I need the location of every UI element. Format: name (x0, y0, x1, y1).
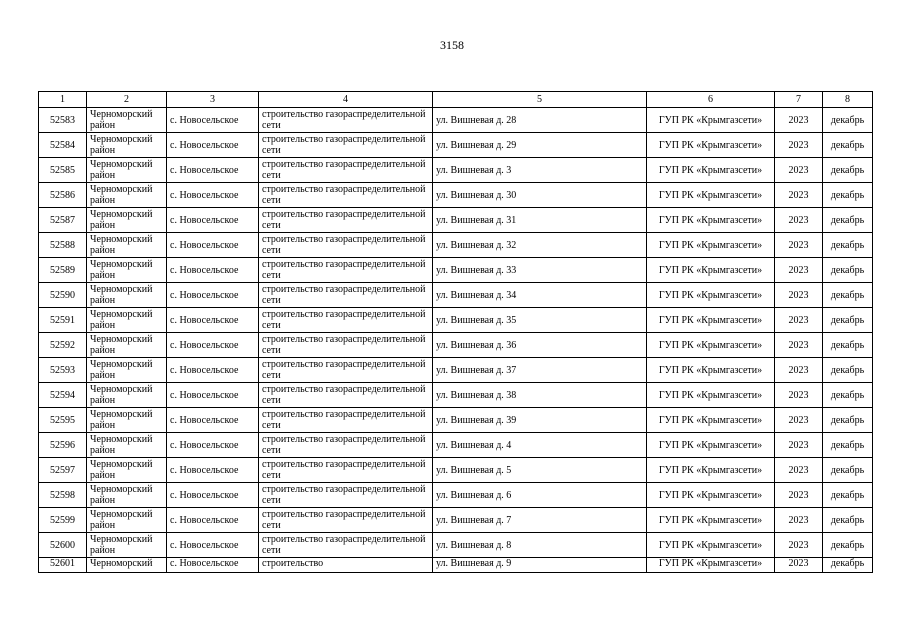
table-row (39, 508, 873, 533)
row-number-cell: 52586 (39, 183, 87, 208)
year-cell: 2023 (775, 508, 823, 533)
year-cell: 2023 (775, 458, 823, 483)
month-cell: декабрь (823, 183, 873, 208)
address-cell: ул. Вишневая д. 8 (433, 533, 647, 558)
organization-cell: ГУП РК «Крымгазсети» (647, 533, 775, 558)
settlement-cell: с. Новосельское (167, 258, 259, 283)
settlement-cell: с. Новосельское (167, 333, 259, 358)
year-cell: 2023 (775, 308, 823, 333)
district-cell: Черноморский район (87, 283, 167, 308)
month-cell: декабрь (823, 358, 873, 383)
month-cell: декабрь (823, 483, 873, 508)
settlement-cell: с. Новосельское (167, 133, 259, 158)
table-row (39, 308, 873, 333)
work-type-cell: строительство газораспределительной сети (259, 208, 433, 233)
month-cell: декабрь (823, 133, 873, 158)
organization-cell: ГУП РК «Крымгазсети» (647, 358, 775, 383)
table-row (39, 158, 873, 183)
year-cell: 2023 (775, 383, 823, 408)
district-cell: Черноморский район (87, 133, 167, 158)
month-cell: декабрь (823, 508, 873, 533)
district-cell: Черноморский район (87, 183, 167, 208)
district-cell: Черноморский район (87, 208, 167, 233)
organization-cell: ГУП РК «Крымгазсети» (647, 508, 775, 533)
month-cell: декабрь (823, 533, 873, 558)
district-cell: Черноморский район (87, 458, 167, 483)
table-row (39, 408, 873, 433)
year-cell: 2023 (775, 533, 823, 558)
district-cell: Черноморский район (87, 533, 167, 558)
settlement-cell: с. Новосельское (167, 233, 259, 258)
settlement-cell: с. Новосельское (167, 283, 259, 308)
month-cell: декабрь (823, 433, 873, 458)
address-cell: ул. Вишневая д. 30 (433, 183, 647, 208)
organization-cell: ГУП РК «Крымгазсети» (647, 333, 775, 358)
row-number-cell: 52589 (39, 258, 87, 283)
organization-cell: ГУП РК «Крымгазсети» (647, 433, 775, 458)
row-number-cell: 52593 (39, 358, 87, 383)
month-cell: декабрь (823, 558, 873, 573)
organization-cell: ГУП РК «Крымгазсети» (647, 483, 775, 508)
row-number-cell: 52588 (39, 233, 87, 258)
work-type-cell: строительство газораспределительной сети (259, 108, 433, 133)
work-type-cell: строительство газораспределительной сети (259, 308, 433, 333)
year-cell: 2023 (775, 283, 823, 308)
work-type-cell: строительство газораспределительной сети (259, 508, 433, 533)
work-type-cell: строительство (259, 558, 433, 573)
settlement-cell: с. Новосельское (167, 433, 259, 458)
row-number-cell: 52598 (39, 483, 87, 508)
organization-cell: ГУП РК «Крымгазсети» (647, 308, 775, 333)
table-row (39, 433, 873, 458)
month-cell: декабрь (823, 408, 873, 433)
address-cell: ул. Вишневая д. 7 (433, 508, 647, 533)
work-type-cell: строительство газораспределительной сети (259, 233, 433, 258)
district-cell: Черноморский район (87, 383, 167, 408)
year-cell: 2023 (775, 433, 823, 458)
month-cell: декабрь (823, 233, 873, 258)
month-cell: декабрь (823, 308, 873, 333)
address-cell: ул. Вишневая д. 35 (433, 308, 647, 333)
month-cell: декабрь (823, 283, 873, 308)
address-cell: ул. Вишневая д. 37 (433, 358, 647, 383)
row-number-cell: 52585 (39, 158, 87, 183)
address-cell: ул. Вишневая д. 6 (433, 483, 647, 508)
address-cell: ул. Вишневая д. 29 (433, 133, 647, 158)
column-header: 2 (87, 92, 167, 108)
district-cell: Черноморский район (87, 508, 167, 533)
work-type-cell: строительство газораспределительной сети (259, 408, 433, 433)
table-row (39, 358, 873, 383)
column-header: 4 (259, 92, 433, 108)
table-row (39, 233, 873, 258)
year-cell: 2023 (775, 483, 823, 508)
address-cell: ул. Вишневая д. 31 (433, 208, 647, 233)
row-number-cell: 52595 (39, 408, 87, 433)
page-number: 3158 (440, 38, 464, 52)
settlement-cell: с. Новосельское (167, 483, 259, 508)
district-cell: Черноморский (87, 558, 167, 573)
column-header: 7 (775, 92, 823, 108)
settlement-cell: с. Новосельское (167, 508, 259, 533)
year-cell: 2023 (775, 108, 823, 133)
address-cell: ул. Вишневая д. 33 (433, 258, 647, 283)
work-type-cell: строительство газораспределительной сети (259, 133, 433, 158)
year-cell: 2023 (775, 408, 823, 433)
year-cell: 2023 (775, 558, 823, 573)
column-header: 5 (433, 92, 647, 108)
column-header: 1 (39, 92, 87, 108)
organization-cell: ГУП РК «Крымгазсети» (647, 183, 775, 208)
address-cell: ул. Вишневая д. 34 (433, 283, 647, 308)
district-cell: Черноморский район (87, 433, 167, 458)
organization-cell: ГУП РК «Крымгазсети» (647, 108, 775, 133)
work-type-cell: строительство газораспределительной сети (259, 483, 433, 508)
month-cell: декабрь (823, 108, 873, 133)
table-row (39, 483, 873, 508)
row-number-cell: 52596 (39, 433, 87, 458)
table-row (39, 283, 873, 308)
month-cell: декабрь (823, 383, 873, 408)
row-number-cell: 52600 (39, 533, 87, 558)
settlement-cell: с. Новосельское (167, 458, 259, 483)
month-cell: декабрь (823, 458, 873, 483)
year-cell: 2023 (775, 158, 823, 183)
settlement-cell: с. Новосельское (167, 183, 259, 208)
address-cell: ул. Вишневая д. 3 (433, 158, 647, 183)
row-number-cell: 52583 (39, 108, 87, 133)
organization-cell: ГУП РК «Крымгазсети» (647, 383, 775, 408)
address-cell: ул. Вишневая д. 36 (433, 333, 647, 358)
table-row (39, 383, 873, 408)
year-cell: 2023 (775, 258, 823, 283)
row-number-cell: 52591 (39, 308, 87, 333)
row-number-cell: 52590 (39, 283, 87, 308)
year-cell: 2023 (775, 333, 823, 358)
column-header: 3 (167, 92, 259, 108)
table-row (39, 108, 873, 133)
settlement-cell: с. Новосельское (167, 108, 259, 133)
year-cell: 2023 (775, 208, 823, 233)
work-type-cell: строительство газораспределительной сети (259, 283, 433, 308)
district-cell: Черноморский район (87, 158, 167, 183)
table-row (39, 333, 873, 358)
work-type-cell: строительство газораспределительной сети (259, 533, 433, 558)
table-row (39, 133, 873, 158)
organization-cell: ГУП РК «Крымгазсети» (647, 283, 775, 308)
work-type-cell: строительство газораспределительной сети (259, 458, 433, 483)
settlement-cell: с. Новосельское (167, 208, 259, 233)
column-header: 8 (823, 92, 873, 108)
table-row (39, 208, 873, 233)
work-type-cell: строительство газораспределительной сети (259, 158, 433, 183)
row-number-cell: 52587 (39, 208, 87, 233)
district-cell: Черноморский район (87, 108, 167, 133)
organization-cell: ГУП РК «Крымгазсети» (647, 233, 775, 258)
settlement-cell: с. Новосельское (167, 558, 259, 573)
row-number-cell: 52584 (39, 133, 87, 158)
settlement-cell: с. Новосельское (167, 533, 259, 558)
row-number-cell: 52599 (39, 508, 87, 533)
month-cell: декабрь (823, 333, 873, 358)
year-cell: 2023 (775, 183, 823, 208)
address-cell: ул. Вишневая д. 39 (433, 408, 647, 433)
table-row (39, 183, 873, 208)
district-cell: Черноморский район (87, 333, 167, 358)
address-cell: ул. Вишневая д. 38 (433, 383, 647, 408)
district-cell: Черноморский район (87, 308, 167, 333)
row-number-cell: 52592 (39, 333, 87, 358)
organization-cell: ГУП РК «Крымгазсети» (647, 133, 775, 158)
district-cell: Черноморский район (87, 258, 167, 283)
month-cell: декабрь (823, 208, 873, 233)
row-number-cell: 52601 (39, 558, 87, 573)
work-type-cell: строительство газораспределительной сети (259, 333, 433, 358)
address-cell: ул. Вишневая д. 32 (433, 233, 647, 258)
table-row (39, 258, 873, 283)
row-number-cell: 52597 (39, 458, 87, 483)
district-cell: Черноморский район (87, 483, 167, 508)
organization-cell: ГУП РК «Крымгазсети» (647, 458, 775, 483)
organization-cell: ГУП РК «Крымгазсети» (647, 558, 775, 573)
district-cell: Черноморский район (87, 233, 167, 258)
work-type-cell: строительство газораспределительной сети (259, 358, 433, 383)
organization-cell: ГУП РК «Крымгазсети» (647, 208, 775, 233)
month-cell: декабрь (823, 158, 873, 183)
address-cell: ул. Вишневая д. 9 (433, 558, 647, 573)
work-type-cell: строительство газораспределительной сети (259, 258, 433, 283)
district-cell: Черноморский район (87, 358, 167, 383)
column-header: 6 (647, 92, 775, 108)
table-body (39, 92, 873, 573)
year-cell: 2023 (775, 358, 823, 383)
work-type-cell: строительство газораспределительной сети (259, 383, 433, 408)
settlement-cell: с. Новосельское (167, 408, 259, 433)
row-number-cell: 52594 (39, 383, 87, 408)
data-table (38, 91, 873, 573)
organization-cell: ГУП РК «Крымгазсети» (647, 258, 775, 283)
district-cell: Черноморский район (87, 408, 167, 433)
organization-cell: ГУП РК «Крымгазсети» (647, 408, 775, 433)
work-type-cell: строительство газораспределительной сети (259, 433, 433, 458)
work-type-cell: строительство газораспределительной сети (259, 183, 433, 208)
settlement-cell: с. Новосельское (167, 158, 259, 183)
address-cell: ул. Вишневая д. 4 (433, 433, 647, 458)
settlement-cell: с. Новосельское (167, 358, 259, 383)
settlement-cell: с. Новосельское (167, 383, 259, 408)
organization-cell: ГУП РК «Крымгазсети» (647, 158, 775, 183)
table-row (39, 533, 873, 558)
address-cell: ул. Вишневая д. 5 (433, 458, 647, 483)
table-row (39, 558, 873, 573)
year-cell: 2023 (775, 233, 823, 258)
settlement-cell: с. Новосельское (167, 308, 259, 333)
address-cell: ул. Вишневая д. 28 (433, 108, 647, 133)
table-header-row (39, 92, 873, 108)
table-row (39, 458, 873, 483)
year-cell: 2023 (775, 133, 823, 158)
month-cell: декабрь (823, 258, 873, 283)
